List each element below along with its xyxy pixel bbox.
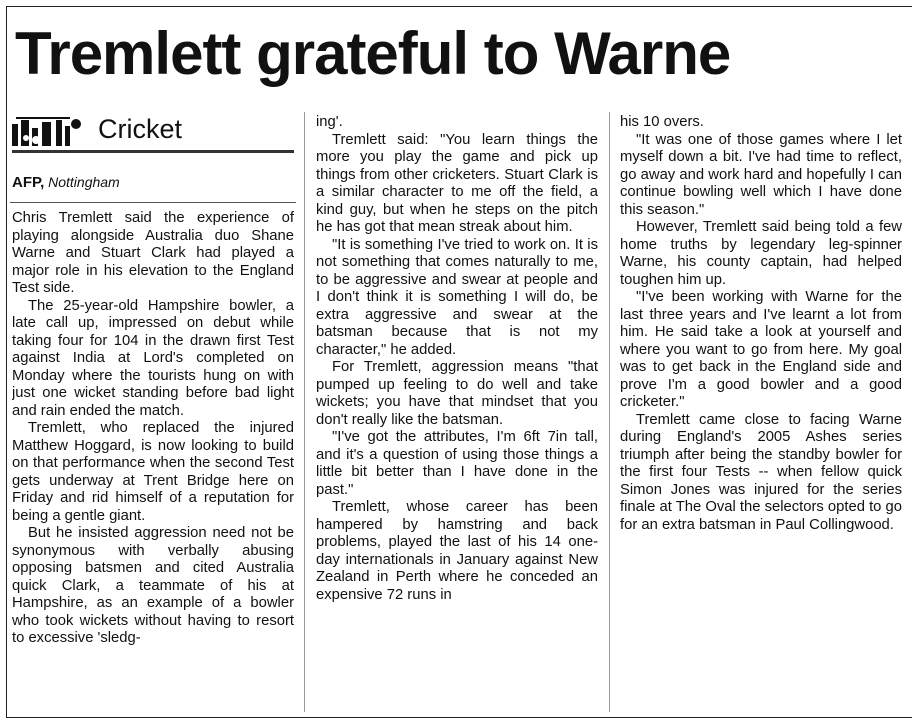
paragraph: Chris Tremlett said the experience of playing alongside Australia duo Shane Warne and Stuart Clark had played a major role in his elevation to the England Test side. (12, 210, 294, 296)
paragraph: For Tremlett, aggression means "that pumped up feeling to do well and take wickets; you have that mindset that you don't really like the batsman. (316, 359, 598, 428)
paragraph: However, Tremlett said being told a few home truths by legendary leg-spinner Warne, his county captain, had helped toughen him up. (620, 219, 902, 288)
column-divider (304, 112, 305, 712)
section-rule (12, 150, 294, 153)
article-column-1 (12, 210, 294, 718)
paragraph: "I've been working with Warne for the last three years and I've learnt a lot from him. He said take a look at yourself and where you want to go from here. My goal was to get back in the England side and prove I'm a good bowler and a good cricketer." (620, 289, 902, 410)
byline-divider (10, 202, 296, 203)
paragraph: The 25-year-old Hampshire bowler, a late call up, impressed on debut while taking four for 104 in the drawn first Test against India at Lord's completed on Monday where the tourists hung on with just one wicket standing before bad light and rain ended the match. (12, 297, 294, 419)
paragraph: "It is something I've tried to work on. It is not something that comes naturally to me, to be aggressive and swear at people and I don't think it is something I will do, be extra aggressive and swear at the batsman because that is not my character," he added. (316, 236, 598, 358)
paragraph: But he insisted aggression need not be synonymous with verbally abusing opposing batsmen and cited Australia quick Clark, a teammate of his at Hampshire, as an example of a bowler who took wickets without having to resort to excessive 'sledg- (12, 525, 294, 646)
paragraph: Tremlett said: "You learn things the more you play the game and pick up things from other cricketers. Stuart Clark is a similar character to me off the field, a kind guy, but when he steps on the pitch he has got that mean streak about him. (316, 131, 598, 235)
byline-place: Nottingham (48, 174, 120, 190)
article-column-3 (620, 114, 902, 714)
paragraph: "I've got the attributes, I'm 6ft 7in tall, and it's a question of using those things a little bit better than I have done in the past." (316, 429, 598, 498)
byline-agency: AFP, (12, 174, 45, 191)
section-label: Cricket (98, 114, 183, 144)
section-header (6, 112, 294, 148)
paragraph: Tremlett, whose career has been hampered by hamstring and back problems, played the last of his 14 one-day internationals in January against New Zealand in Perth where he conceded an expensive 72 runs in (316, 499, 598, 603)
paragraph: ing'. (316, 114, 343, 130)
byline (12, 174, 120, 191)
column-divider (609, 112, 610, 712)
paragraph: his 10 overs. (620, 114, 704, 130)
paragraph: Tremlett, who replaced the injured Matthew Hoggard, is now looking to build on that performance when the second Test gets underway at Trent Bridge here on Friday and rid himself of a reputation for being a gentle giant. (12, 420, 294, 524)
paragraph: Tremlett came close to facing Warne during England's 2005 Ashes series triumph after being the standby bowler for the first four Tests -- when fellow quick Simon Jones was injured for the series finale at The Oval the selectors opted to go for an extra batsman in Paul Collingwood. (620, 411, 902, 533)
article-column-2 (316, 114, 598, 714)
paragraph: "It was one of those games where I let myself down a bit. I've had time to reflect, go away and work hard and hopefully I can continue bowling well which I have done this season." (620, 131, 902, 218)
headline: Tremlett grateful to Warne (15, 20, 731, 87)
cricket-bats-logo-icon (12, 114, 96, 148)
